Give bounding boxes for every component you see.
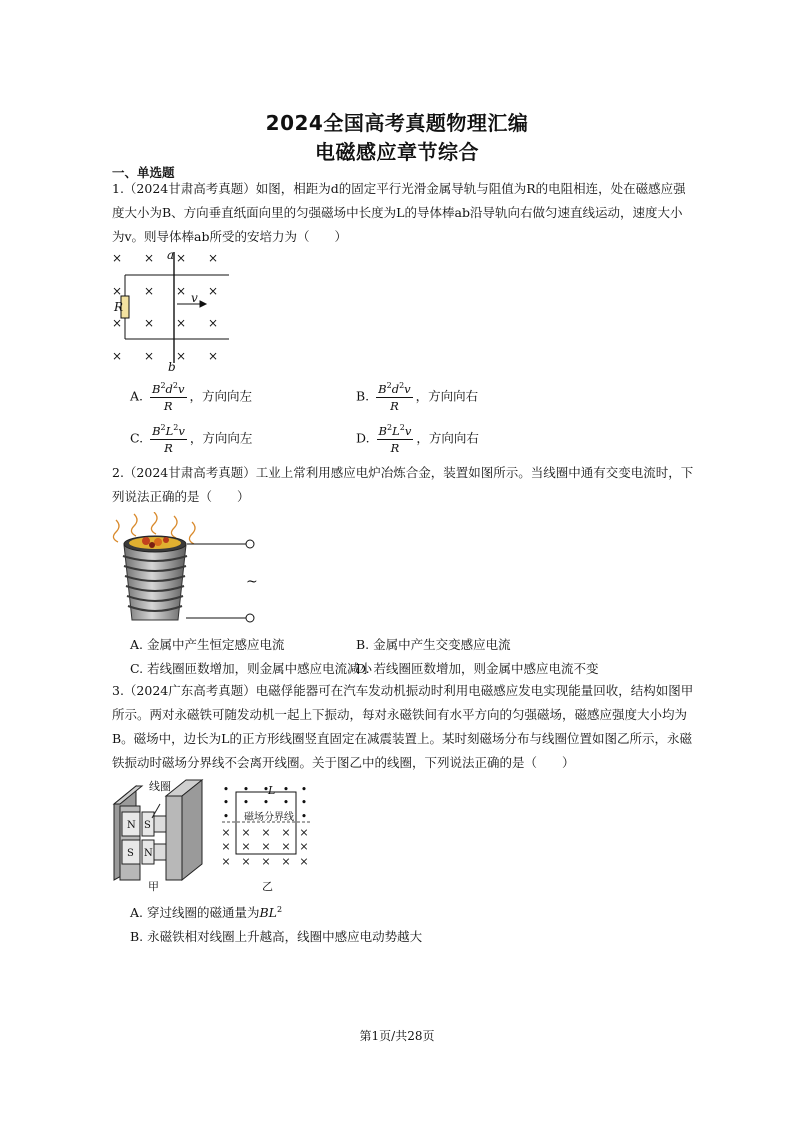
q3-line-1: 3.（2024广东高考真题）电磁俘能器可在汽车发动机振动时利用电磁感应发电实现能量回收，结构如图甲 — [112, 683, 694, 698]
field-dot-mark: • — [222, 796, 230, 809]
field-cross-mark: × — [261, 840, 271, 853]
q3-option-b[interactable]: B. 永磁铁相对线圈上升越高，线圈中感应电动势越大 — [130, 929, 423, 944]
field-cross-mark: × — [299, 826, 309, 839]
q1-field-cross: × — [207, 349, 219, 363]
figure-caption-jia: 甲 — [148, 880, 159, 893]
option-text: A. 穿过线圈的磁通量为 — [130, 905, 260, 920]
q3-figure-yi — [212, 778, 312, 894]
fraction: $\frac{B^2L^2v}{R}$ — [152, 423, 185, 455]
field-cross-mark: × — [241, 826, 251, 839]
fraction: $\frac{B^2d^2v}{R}$ — [152, 381, 185, 413]
magnet-n-label: N — [127, 820, 136, 831]
page-footer: 第1页/共28页 — [359, 1029, 435, 1043]
field-cross-mark: × — [261, 855, 271, 868]
field-cross-mark: × — [221, 826, 231, 839]
magnet-n-label: N — [144, 848, 153, 859]
q1-field-cross: × — [175, 316, 187, 330]
q1-option-c[interactable] — [130, 423, 252, 455]
q1-field-cross: × — [175, 284, 187, 298]
q1-rod-label-b: b — [168, 360, 176, 374]
q1-field-cross: × — [207, 316, 219, 330]
field-dot-mark: • — [282, 783, 290, 796]
q1-field-cross: × — [207, 284, 219, 298]
field-dot-mark: • — [300, 810, 308, 823]
fraction: $\frac{B^2L^2v}{R}$ — [378, 423, 412, 455]
field-dot-mark: • — [300, 783, 308, 796]
q1-field-cross: × — [207, 251, 219, 265]
field-dot-mark: • — [262, 796, 270, 809]
coil-label: 线圈 — [149, 780, 171, 793]
option-letter: A. — [130, 388, 144, 404]
q2-line-2: 列说法正确的是（ ） — [112, 489, 250, 504]
magnet-s-label: S — [144, 820, 151, 831]
field-cross-mark: × — [299, 840, 309, 853]
figure-caption-yi: 乙 — [262, 880, 273, 893]
option-direction: ，方向向右 — [416, 430, 479, 446]
q1-field-cross: × — [111, 349, 123, 363]
q1-option-a[interactable] — [130, 381, 252, 413]
option-formula: BL — [259, 905, 277, 920]
q1-field-cross: × — [111, 316, 123, 330]
option-direction: ，方向向左 — [189, 430, 253, 446]
q1-field-cross: × — [175, 349, 187, 363]
field-cross-mark: × — [281, 855, 291, 868]
fraction: $\frac{B^2d^2v}{R}$ — [378, 381, 411, 413]
field-dot-mark: • — [242, 783, 250, 796]
field-cross-mark: × — [299, 855, 309, 868]
field-dot-mark: • — [222, 810, 230, 823]
field-dot-mark: • — [282, 796, 290, 809]
boundary-label: 磁场分界线 — [244, 812, 294, 823]
field-dot-mark: • — [300, 796, 308, 809]
q3-option-a[interactable] — [130, 903, 282, 921]
q2-option-b[interactable]: B. 金属中产生交变感应电流 — [356, 637, 511, 652]
field-cross-mark: × — [221, 840, 231, 853]
q2-option-d[interactable]: D. 若线圈匝数增加，则金属中感应电流不变 — [356, 661, 599, 676]
field-cross-mark: × — [281, 826, 291, 839]
q2-induction-furnace-figure — [108, 512, 268, 628]
q1-field-cross: × — [111, 251, 123, 265]
q3-line-2: 所示。两对永磁铁可随发动机一起上下振动，每对永磁铁间有水平方向的匀强磁场，磁感应强度大小均为 — [112, 707, 688, 722]
q1-field-cross: × — [143, 284, 155, 298]
q1-rod-label-a: a — [167, 248, 175, 262]
field-cross-mark: × — [261, 826, 271, 839]
q1-field-cross: × — [143, 251, 155, 265]
q1-line-1: 1.（2024甘肃高考真题）如图，相距为d的固定平行光滑金属导轨与阻值为R的电阻相连，处在磁感应强 — [112, 181, 686, 196]
option-letter: C. — [130, 430, 144, 446]
q1-field-cross: × — [143, 316, 155, 330]
q3-figure-jia — [108, 776, 208, 894]
q1-line-2: 度大小为B、方向垂直纸面向里的匀强磁场中长度为L的导体棒ab沿导轨向右做匀速直线运动，速度大小 — [112, 205, 683, 220]
option-formula-exponent: 2 — [276, 904, 283, 914]
option-letter: D. — [356, 430, 370, 446]
q1-line-3: 为v。则导体棒ab所受的安培力为（ ） — [112, 229, 348, 244]
q3-line-3: B。磁场中，边长为L的正方形线圈竖直固定在减震装置上。某时刻磁场分布与线圈位置如图乙所示，永磁 — [112, 731, 692, 746]
side-length-label: L — [268, 784, 276, 797]
section-heading: 一、单选题 — [112, 165, 175, 180]
field-dot-mark: • — [222, 783, 230, 796]
q1-resistor-label: R — [114, 300, 124, 314]
field-cross-mark: × — [241, 840, 251, 853]
field-dot-mark: • — [262, 783, 270, 796]
magnet-s-label: S — [127, 848, 134, 859]
q2-option-a[interactable]: A. 金属中产生恒定感应电流 — [130, 637, 285, 652]
q1-option-b[interactable] — [356, 381, 478, 413]
option-letter: B. — [356, 388, 370, 404]
field-cross-mark: × — [281, 840, 291, 853]
ac-source-symbol: ~ — [246, 574, 258, 590]
q3-line-4: 铁振动时磁场分界线不会离开线圈。关于图乙中的线圈，下列说法正确的是（ ） — [112, 755, 575, 770]
q2-line-1: 2.（2024甘肃高考真题）工业上常利用感应电炉冶炼合金，装置如图所示。当线圈中通有交变电流时，下 — [112, 465, 694, 480]
q1-velocity-label: v — [191, 291, 198, 305]
q1-rail-circuit-figure — [105, 246, 240, 374]
option-direction: ，方向向左 — [189, 388, 253, 404]
page-title: 2024全国高考真题物理汇编 — [265, 111, 529, 135]
page-subtitle: 电磁感应章节综合 — [315, 140, 479, 164]
q2-option-c[interactable]: C. 若线圈匝数增加，则金属中感应电流减小 — [130, 661, 373, 676]
q1-field-cross: × — [143, 349, 155, 363]
field-cross-mark: × — [221, 855, 231, 868]
field-dot-mark: • — [242, 796, 250, 809]
q1-option-d[interactable] — [356, 423, 479, 455]
field-cross-mark: × — [241, 855, 251, 868]
q1-field-cross: × — [175, 251, 187, 265]
option-direction: ，方向向右 — [415, 388, 479, 404]
q1-field-cross: × — [111, 284, 123, 298]
